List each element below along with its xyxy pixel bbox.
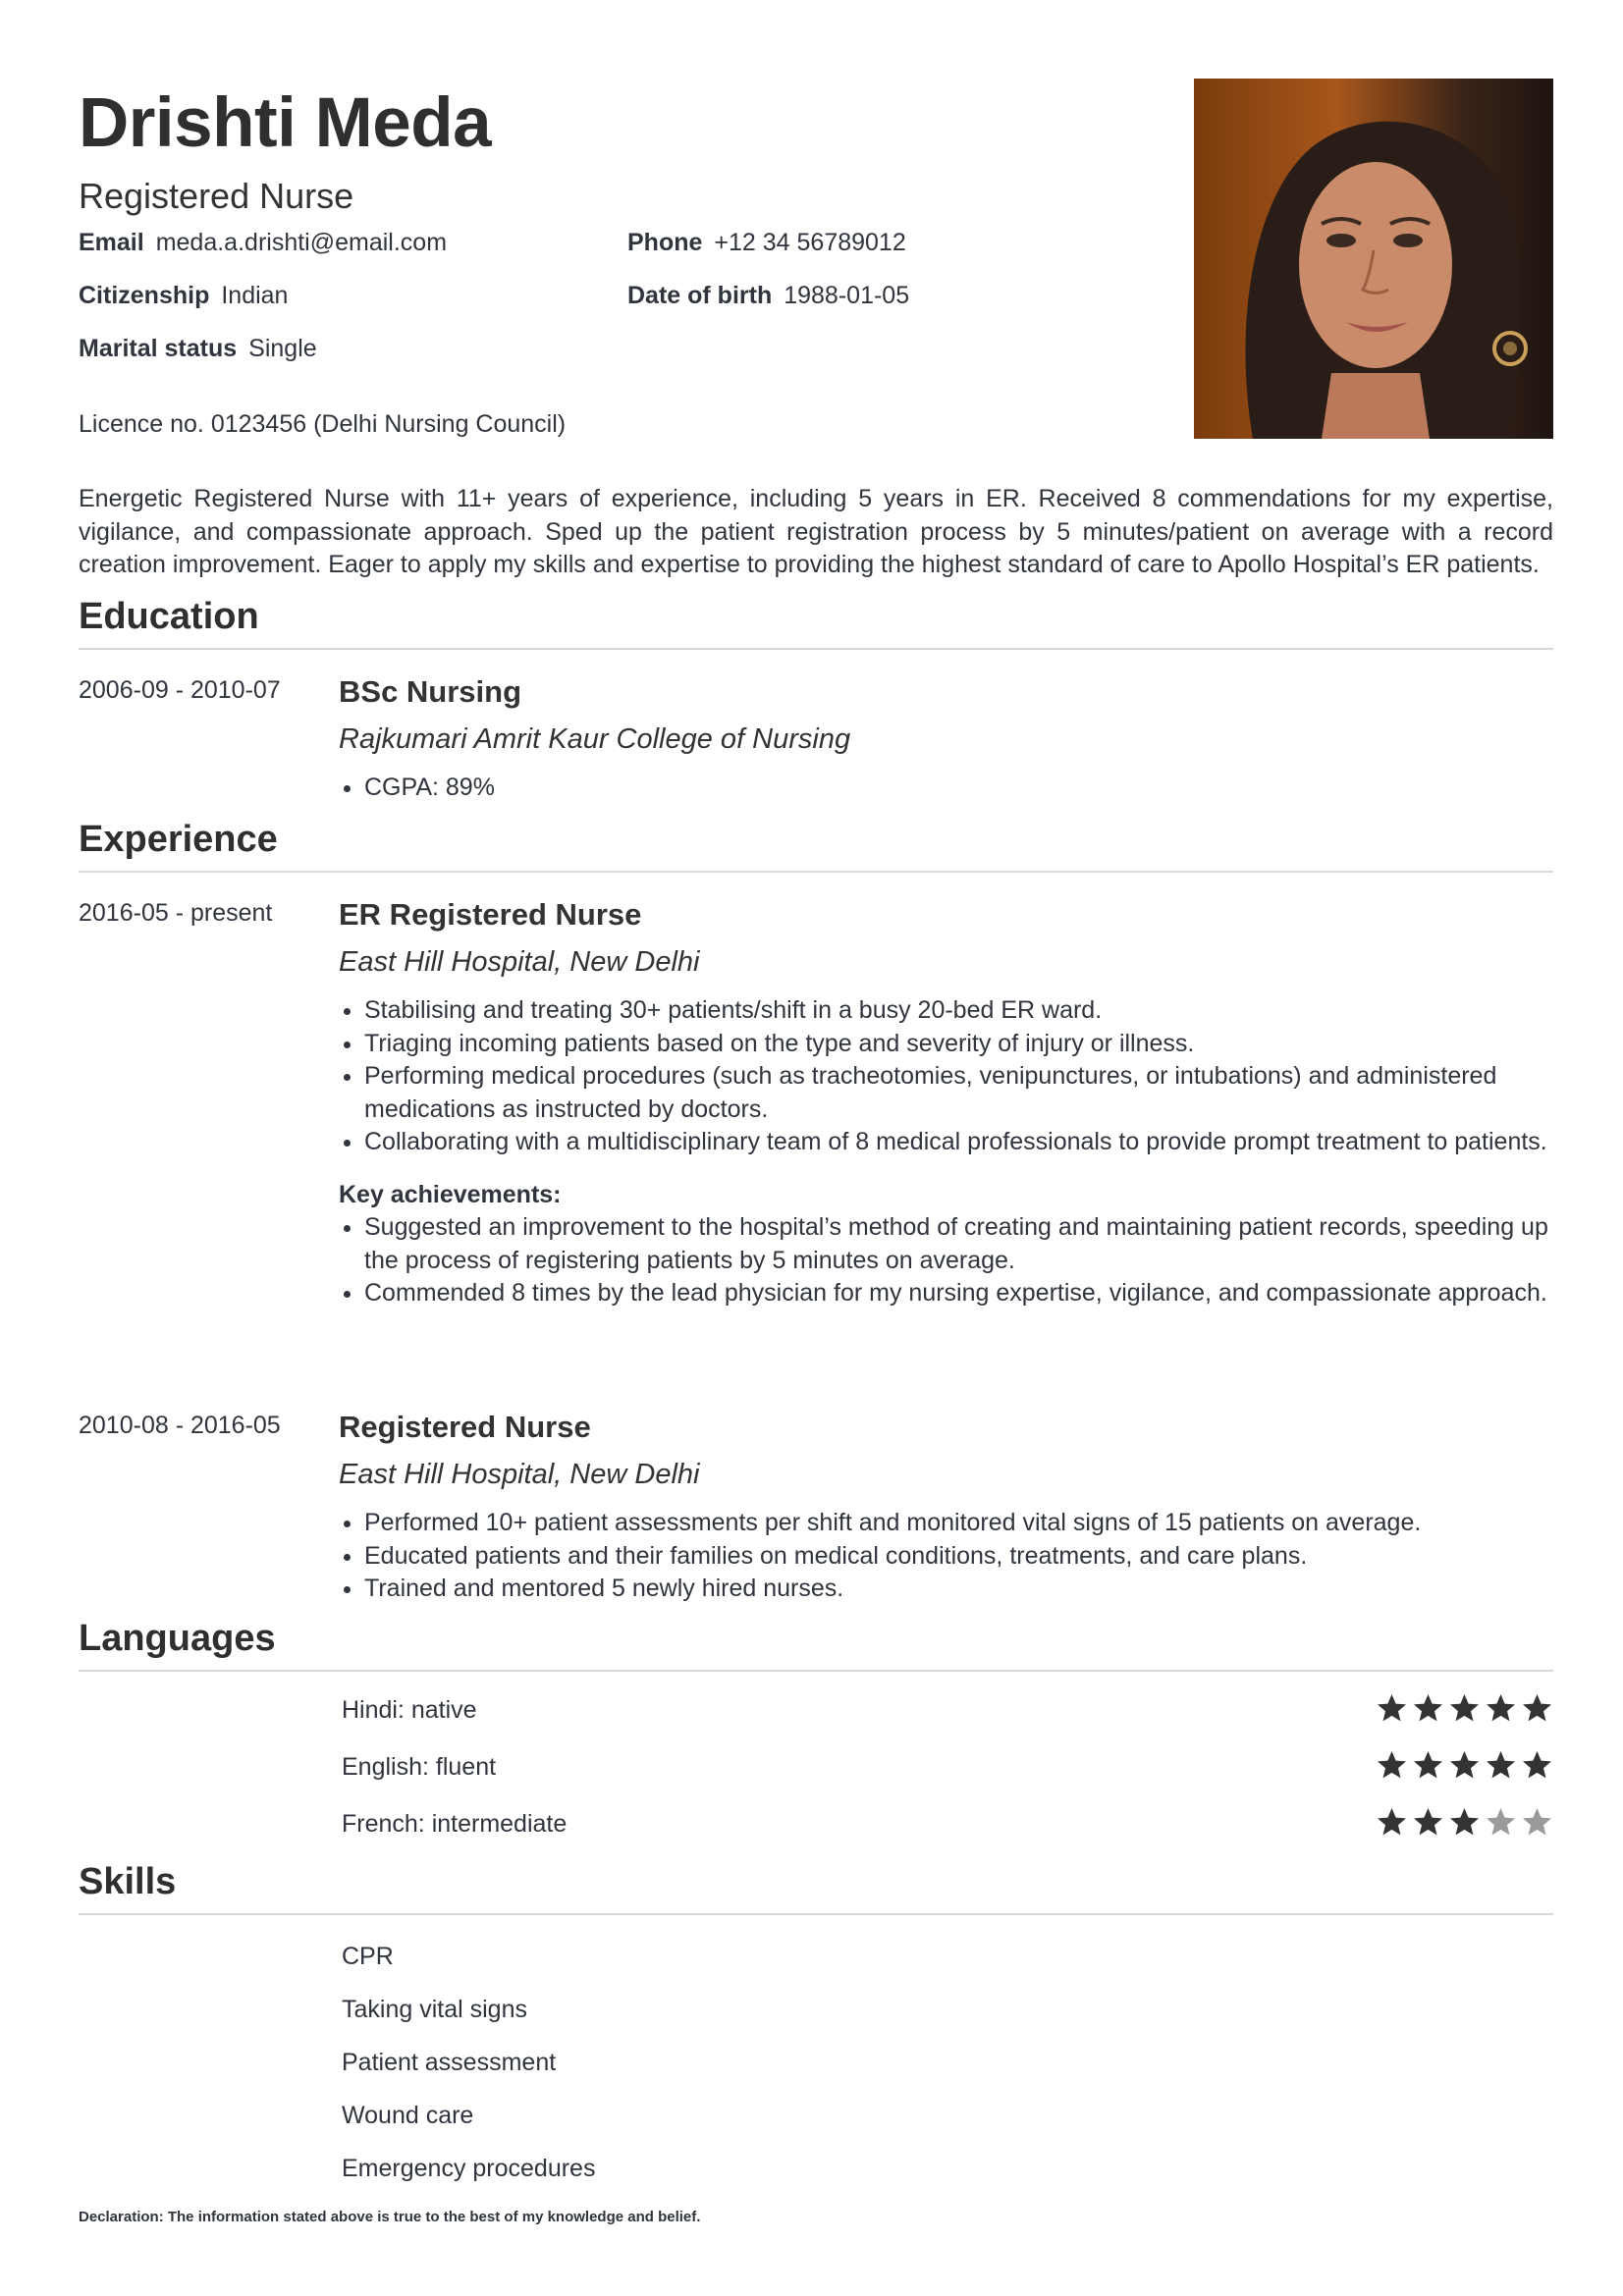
resume-page (79, 79, 1553, 2225)
list-item: • Commended 8 times by the lead physician for my nursing expertise, vigilance, and compassionate approach. (364, 1277, 1553, 1310)
language-label: Hindi: native (342, 1696, 477, 1724)
citizenship-row (79, 282, 288, 310)
star-icon (1412, 1692, 1444, 1725)
experience-date-2: 2010-08 - 2016-05 (79, 1412, 281, 1439)
star-icon (1521, 1749, 1553, 1782)
marital-row (79, 335, 317, 363)
star-icon (1376, 1749, 1408, 1782)
skill-item: Taking vital signs (342, 1996, 527, 2023)
star-icon (1412, 1806, 1444, 1839)
star-icon (1376, 1806, 1408, 1839)
star-icon (1521, 1806, 1553, 1839)
list-item: • Trained and mentored 5 newly hired nurses. (364, 1573, 1553, 1606)
star-icon (1485, 1692, 1517, 1725)
employer-2: East Hill Hospital, New Delhi (339, 1459, 700, 1490)
list-item: • Performing medical procedures (such as tracheotomies, venipunctures, or intubations) and administered medications as instructed by doctors. (364, 1060, 1553, 1126)
star-icon (1448, 1692, 1481, 1725)
job-title: Registered Nurse (79, 176, 354, 216)
experience-date-1: 2016-05 - present (79, 899, 273, 927)
candidate-name: Drishti Meda (79, 84, 492, 162)
star-icon (1376, 1692, 1408, 1725)
job-title-1: ER Registered Nurse (339, 897, 642, 932)
list-item: • Stabilising and treating 30+ patients/shift in a busy 20-bed ER ward. (364, 994, 1553, 1028)
list-item: • CGPA: 89% (364, 772, 1553, 805)
star-icon (1485, 1749, 1517, 1782)
marital-value: Single (248, 335, 317, 362)
star-icon (1448, 1749, 1481, 1782)
list-item: • Performed 10+ patient assessments per shift and monitored vital signs of 15 patients on average. (364, 1507, 1553, 1540)
education-entry (339, 673, 1553, 805)
citizenship-value: Indian (221, 282, 289, 309)
star-icon (1448, 1806, 1481, 1839)
language-label: French: intermediate (342, 1810, 568, 1838)
languages-heading: Languages (79, 1618, 1553, 1672)
email-value[interactable]: meda.a.drishti@email.com (155, 229, 448, 256)
experience-entry-2 (339, 1409, 1553, 1606)
citizenship-label: Citizenship (79, 282, 210, 309)
licence-number: Licence no. 0123456 (Delhi Nursing Council) (79, 410, 567, 438)
language-rating (1376, 1692, 1553, 1725)
phone-row (627, 229, 906, 257)
dob-value: 1988-01-05 (784, 282, 910, 309)
degree-title: BSc Nursing (339, 674, 522, 709)
list-item: • Triaging incoming patients based on the type and severity of injury or illness. (364, 1028, 1553, 1061)
experience-entry-1 (339, 896, 1553, 1310)
key-achievements-label: Key achievements: (339, 1180, 562, 1208)
education-heading: Education (79, 596, 1553, 650)
education-bullets (339, 772, 1553, 805)
email-label: Email (79, 229, 144, 256)
experience-heading: Experience (79, 819, 1553, 873)
key-achievements-bullets (339, 1211, 1553, 1310)
marital-label: Marital status (79, 335, 238, 362)
phone-value[interactable]: +12 34 56789012 (714, 229, 906, 256)
job-title-2: Registered Nurse (339, 1410, 591, 1444)
phone-label: Phone (627, 229, 703, 256)
star-icon (1521, 1692, 1553, 1725)
dob-row (627, 282, 909, 310)
declaration: Declaration: The information stated above is true to the best of my knowledge and belief. (79, 2209, 701, 2225)
language-rating (1376, 1806, 1553, 1839)
email-row (79, 229, 447, 257)
institution-name: Rajkumari Amrit Kaur College of Nursing (339, 723, 851, 755)
list-item: • Suggested an improvement to the hospital’s method of creating and maintaining patient records, speeding up the process of registering patients by 5 minutes on average. (364, 1211, 1553, 1277)
skill-item: Patient assessment (342, 2049, 557, 2076)
skill-item: Emergency procedures (342, 2155, 596, 2182)
dob-label: Date of birth (627, 282, 773, 309)
list-item: • Educated patients and their families on medical conditions, treatments, and care plans. (364, 1540, 1553, 1574)
experience-bullets-1 (339, 994, 1553, 1159)
star-icon (1485, 1806, 1517, 1839)
language-rating (1376, 1749, 1553, 1782)
skill-item: Wound care (342, 2102, 474, 2129)
profile-photo (1194, 79, 1553, 439)
star-icon (1412, 1749, 1444, 1782)
skills-heading: Skills (79, 1861, 1553, 1915)
employer-1: East Hill Hospital, New Delhi (339, 946, 700, 978)
skill-item: CPR (342, 1943, 394, 1970)
experience-bullets-2 (339, 1507, 1553, 1606)
language-label: English: fluent (342, 1753, 497, 1781)
profile-summary: Energetic Registered Nurse with 11+ years of experience, including 5 years in ER. Received 8 commendations for my expertise, vigilance, and compassionate approach. Sped up the patient registration process by 5 minutes/patient on average with a record creation improvement. Eager to apply my skills and expertise to providing the highest standard of care to Apollo Hospital’s ER patients. (79, 485, 1553, 578)
list-item: • Collaborating with a multidisciplinary team of 8 medical professionals to provide prompt treatment to patients. (364, 1126, 1553, 1159)
education-date: 2006-09 - 2010-07 (79, 676, 281, 704)
portrait-image (1194, 79, 1553, 439)
